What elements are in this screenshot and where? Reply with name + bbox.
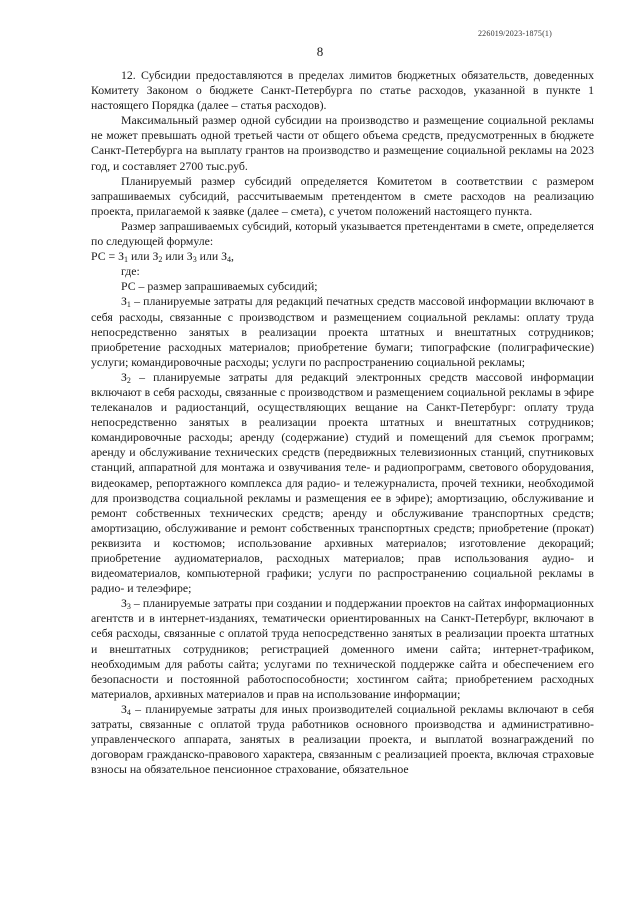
document-id: 226019/2023-1875(1) <box>477 29 552 38</box>
document-body <box>91 68 594 777</box>
page-number: 8 <box>316 44 324 59</box>
paragraph-max-subsidy: Максимальный размер одной субсидии на производство и размещение социальной рекламы не может превышать одной третьей части от общего объема средств, предусмотренных в бюджете Санкт-Петербурга на выплату грантов на производство и размещение социальной рекламы на 2023 год, и составляет 2700 тыс.руб. <box>91 113 594 173</box>
paragraph-formula-intro: Размер запрашиваемых субсидий, который указывается претендентами в смете, определяется по следующей формуле: <box>91 218 594 249</box>
rs-definition: РС – размер запрашиваемых субсидий; <box>121 279 318 294</box>
z2-definition: $З_2$ – планируемые затраты для редакций электронных средств массовой информации включают в себя расходы, связанные с производством и размещением социальной рекламы в эфире телеканалов и радиостанций, осуществляющих вещание на Санкт-Петербург: оплату труда непосредственно занятых в реализации проекта штатных и внештатных сотрудников; командировочные расходы; аренду (содержание) студий и помещений для съемок программ; аренду и обслуживание технических средств (передвижных телевизионных станций, спутниковых станций, аппаратной для монтажа и озвучивания теле- и радиопрограмм, светового оборудования, видеокамер, репортажного комплекса для радио- и тележурналиста, прочей техники, необходимой для производства социальной рекламы и размещения ее в эфире); амортизацию, обслуживание и ремонт собственных технических средств; аренду и обслуживание транспортных средств; амортизацию, обслуживание и ремонт собственных транспортных средств; приобретение (прокат) реквизита и костюмов; использование архивных материалов; изготовление декораций; приобретение аудиоматериалов, расходных материалов; прав использования аудио- и видеоматериалов, компьютерной графики; услуги по распространению социальной рекламы в радио- и телеэфире; <box>91 369 594 596</box>
paragraph-12: 12. Субсидии предоставляются в пределах лимитов бюджетных обязательств, доведенных Комитету Законом о бюджете Санкт-Петербурга по статье расходов, указанной в пункте 1 настоящего Порядка (далее – статья расходов). <box>91 68 594 113</box>
formula: РС = $З_1$ или $З_2$ или $З_3$ или $З_4$, <box>91 249 234 265</box>
z1-definition: $З_1$ – планируемые затраты для редакций печатных средств массовой информации включают в себя расходы, связанные с производством и размещением социальной рекламы: оплату труда непосредственно занятых в реализации проекта штатных и внештатных сотрудников; приобретение расходных материалов; приобретение бумаги; типографские (полиграфические) услуги; командировочные расходы; услуги по распространению социальной рекламы; <box>91 294 594 369</box>
z3-definition: $З_3$ – планируемые затраты при создании и поддержании проектов на сайтах информационных агентств и в интернет-изданиях, тематически ориентированных на Санкт-Петербург, включают в себя расходы, связанные с оплатой труда непосредственно занятых в реализации проекта штатных и внештатных сотрудников; регистрацией доменного имени сайта; интернет-трафиком, необходимым для работы сайта; услугами по технической поддержке сайта и обеспечением его безопасности и постоянной работоспособности; хостингом сайта; приобретением расходных материалов, архивных материалов и прав на использование информации; <box>91 596 594 701</box>
z4-definition: $З_4$ – планируемые затраты для иных производителей социальной рекламы включают в себя затраты, связанные с оплатой труда работников основного производства и административно-управленческого аппарата, занятых в реализации проекта, и выплатой вознаграждений по договорам гражданско-правового характера, связанным с реализацией проекта, включая страховые взносы на обязательное пенсионное страхование, обязательное <box>91 701 594 777</box>
paragraph-planned-subsidy: Планируемый размер субсидий определяется Комитетом в соответствии с размером запрашиваемых субсидий, рассчитываемым претендентом в смете расходов на реализацию проекта, прилагаемой к заявке (далее – смета), с учетом положений настоящего пункта. <box>91 173 594 218</box>
where-label: где: <box>121 264 140 279</box>
